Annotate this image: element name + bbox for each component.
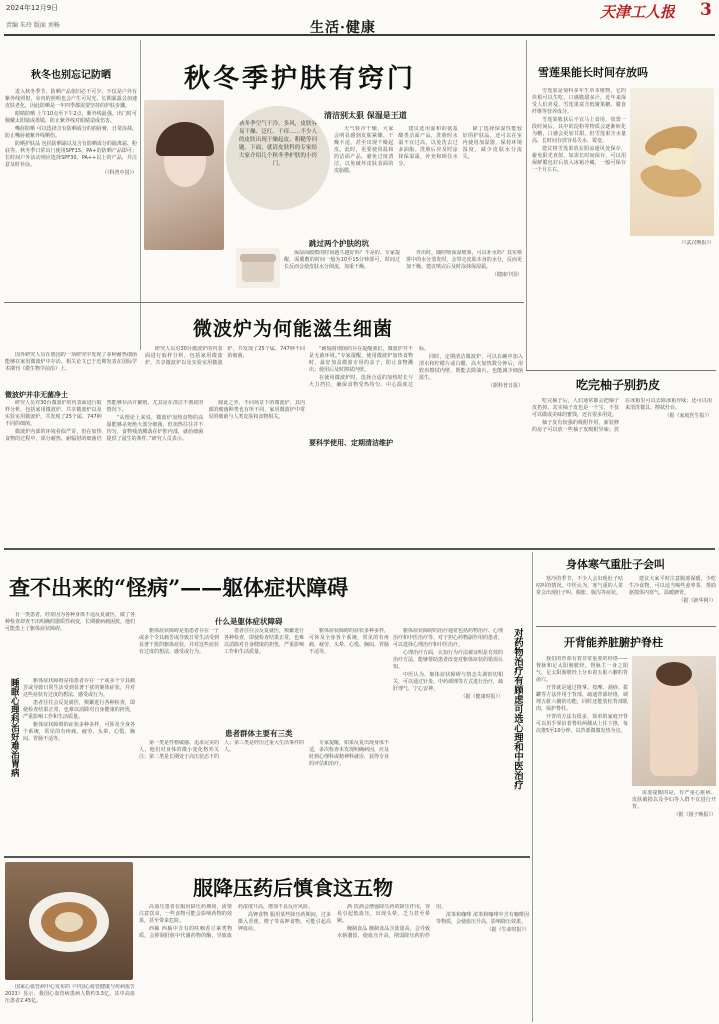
somatic-sidebar-body: 躯体症状障碍的治疗通常包括药物治疗、心理治疗和中医治疗等。对于担心药物副作用的患者，可以选择心理治疗和中医治疗。 心理治疗方面，认知行为疗法被证明是有效的治疗方法，能够帮助患者改变对躯体症状的错误认知。 中医认为，躯体症状障碍与情志失调密切相关，可以通过针灸、中药调理等方式进行治疗，疏肝理气、宁心安神。 （据《健康时报》） [393,628,503,700]
article-title: 秋冬也别忘记防晒 [31,70,111,81]
section-rule [536,626,716,627]
article-sun-protection [5,40,137,350]
pitfalls-body: 保湿面膜敷的时间越久越好吗？不是的。专家提醒，面膜敷的时间一般为10至15分钟即可，时间过长反而会使皮肤水分倒流，加重干燥。 外出时，随时喷保湿喷雾，可以补水吗？其实喷雾中的水分蒸发时，会带走皮肤本身的水分，反而更加干燥。建议喷完后及时涂抹保湿霜。 （健康中国） [284,250,522,278]
back-massage-body-2: 需要提醒的是，有严重心脏病、皮肤破损以及孕妇等人群不宜进行开背。 （据《扬子晚报》） [632,790,716,818]
back-massage-photo [632,656,716,786]
section-rule [526,370,716,371]
section-rule [4,856,530,858]
issue-date: 2024年12月9日 [6,4,59,12]
somatic-subhead-2: 患者群体主要有三类 [225,729,293,738]
subhead-cleansing: 清洁别太狠 保湿是王道 [324,111,407,120]
somatic-sidebar-title: 对药物治疗有顾虑可选心理和中医治疗 [512,628,523,790]
section-rule [4,302,524,303]
page-number: 3 [700,0,712,20]
microwave-body-2: “耐辐射细菌的存在提醒我们，微波炉并不是无菌环境。”专家提醒，使用微波炉加热食物时，最好加盖微波专用的盖子，防止食物溅出；使用后及时擦拭内壁。 在使用微波炉时，选择合适的加热时长与火力挡位，确保食物受热均匀、中心温度达标。 同时，定期清洁微波炉，可以在碗中加入清水和柠檬片或白醋，高火加热数分钟后，用软布擦拭内壁，既能去除油污，也能减少细菌滋生。 （据科普日报） [309,346,523,389]
woman-skincare-photo [144,100,224,250]
article-back-massage [536,628,716,1022]
lead-circle [226,106,330,210]
article-pomelo [526,370,716,545]
hypertension-body: 高血压患者在服用降压药期间，需要注意饮食，一些食物可能会影响药物的效果，甚至带来危险。 西柚 西柚中含有的呋喃香豆素类物质，会抑制肝脏中代谢药物的酶，导致血药浓度升高，增加不良反应风险。 高钾食物 服用某些降压药期间，过多摄入香蕉、橙子等高钾食物，可能引起高钾血症。 酒 饮酒会增强降压药的降压作用，容易引起低血压，出现头晕、乏力甚至晕厥。 腌制食品 腌制食品含盐量高，会导致水钠潴留，使血压升高，削弱降压药的作用。 浓茶和咖啡 浓茶和咖啡中含有咖啡因等物质，会使血压升高，影响降压效果。 （据《生命时报》） [139,904,529,939]
yacon-title: 雪莲果能长时间存放吗 [538,66,648,79]
microwave-subhead-2: 要科学使用、定期清洁维护 [309,439,393,447]
headline-hypertension: 服降压药后慎食这五物 [193,876,393,900]
column-divider [140,40,141,350]
back-massage-body: 我们的背部有着非常重要的经络——督脉和足太阳膀胱经。督脉主一身之阳气，足太阳膀胱经上分布着五脏六腑的背俞穴。 开背就是通过推拿、按摩、刮痧、拔罐等方法作用于背部，疏通背部经络，调理五脏六腑的功能，同时还能放松背部肌肉，保护脊柱。 开背的方法有很多，简单的家庭开背可以用手掌沿着脊柱两侧从上往下推，每次推5至10分钟，以背部微微发热为宜。 [536,656,628,734]
article-body: 进入秋冬季节，防晒产品依旧必不可少。不仅是户外有紫外线照射，室内的照明也会产生可见光，长期暴露会加速皮肤老化，因此防晒是一年四季都需要坚持的护肤步骤。 眼睛防晒 上午10点至下午2点，紫外线最强。出门时可佩戴太阳镜或墨镜，防止紫外线对眼睛造成伤害。 嘴唇防晒 可以选择含有防晒成分的润唇膏，日常涂抹，防止嘴唇被紫外线晒伤。 防晒护肤品 包括防晒霜以及含有防晒成分的隔离霜、粉底等。秋冬季日常出门使用SPF15、PA+的防晒产品即可；长时间户外活动则应选择SPF30、PA++以上的产品，并注意及时补涂。 （《科普中国》） [5,89,137,176]
subhead-pitfalls: 跳过两个护肤的坑 [309,239,369,248]
column-divider [526,40,527,370]
lead-text: 秋冬季空气干冷、多风，皮肤容易干燥、泛红、干痒……不少人的皮肤出现干燥起皮、粗糙等问题。下面，就请皮肤科的专家给大家介绍几个秋冬季护肤的小窍门。 [238,121,318,167]
article-microwave [5,310,523,545]
masthead [0,0,719,34]
cold-stomach-title: 身体寒气重肚子会叫 [566,558,665,571]
microwave-body: 研究人员对30台微波炉的内表面进行取样分析，包括家用微波炉、共享微波炉以及实验室用微波炉，共发现了25个属、747种不同的细菌。 微波炉内部的环境看似严苛，但在加热食物的过程中，部分耐热、耐辐射的细菌仍然能够存活并繁殖，尤其是在清洁不彻底的情况下。 “从理论上来说，微波炉加热食物的高温能够杀死绝大部分细菌，但加热往往并不均匀，食物残渣溅落在炉腔内部，就给细菌提供了滋生的条件。”研究人员表示。 除此之外，不同场景下的微波炉，其内部的细菌种类也有所不同，家用微波炉中常见的细菌与人类皮肤和食物相关。 [5,400,305,442]
microwave-intro: 国外研究人员在德国的一项研究中发现了多种耐热细菌能够在家用微波炉中存活。相关论文已于近期发表在国际学术期刊《微生物学前沿》上。 [5,352,137,372]
headline-somatic: 查不出来的“怪病”——躯体症状障碍 [9,575,349,600]
article-skincare [144,40,522,300]
article-hypertension [5,860,530,1022]
article-cold-stomach [536,552,716,622]
article-somatic [5,552,530,852]
pomelo-body: 吃完柚子后，人们通常都会把柚子皮扔掉。其实柚子皮也是一个宝，不仅可以做成美味的蜜饯，还有很多用处。 柚子皮有较强的吸附作用，新装修的房子可以放一些柚子皮吸附异味；放在冰箱里可以去除冰箱异味；还可以用来清洗餐具、擦拭灶台。 （据《家庭医生报》） [532,398,712,433]
somatic-body-2: 第一类是性格敏感、追求完美的人，他们对身体的微小变化格外关注；第二类是长期处于高压状态下的人；第三类是经历过重大生活事件的人。 专家提醒，如果反复出现身体不适，多次检查未发现明确病因，应及时到心理科或精神科就诊，获得专业的评估和治疗。 [139,740,389,767]
cold-stomach-body: 寒冷的季节，不少人会出现肚子咕咕叫的情况。中医认为，寒气重的人常常会出现肚子叫、腹胀、腹泻等症状。 建议大家平时注意腹部保暖，少吃生冷食物，可以适当喝些姜枣茶，帮助驱散体内寒气，温暖脾胃。 （据《新华网》） [536,576,716,604]
microwave-body-top: 研究人员对30台微波炉的内表面进行取样分析，包括家用微波炉、共享微波炉以及实验室用微波炉，共发现了25个属、747种不同的细菌。 [145,346,305,366]
somatic-subhead-1: 什么是躯体症状障碍 [215,617,283,626]
pomelo-title: 吃完柚子别扔皮 [576,378,661,392]
section-rule [4,548,715,550]
yacon-photo [630,88,714,236]
coffee-cup-photo [5,862,133,980]
headline-microwave: 微波炉为何能滋生细菌 [193,318,394,340]
article-yacon [530,40,714,370]
yacon-body-cont: （《武汉晚报》） [678,240,714,246]
somatic-side-title: 睡眠心理科治好难治胃病 [9,678,19,777]
back-massage-title: 开背能养脏腑护脊柱 [564,636,663,649]
skincare-body: 天气转冷干燥，大家会明显感到皮肤紧绷、干燥不适，甚至出现干燥起皮。此时，更要使用温和的洁面产品，避免过度清洁，以免破坏皮肤表面的皮脂膜。 建议选用温和的氨基酸类洁面产品，洗脸时水温不宜过高，以免洗去过多油脂。洗脸后应及时涂抹保湿霜，补充和锁住水分。 除了选择保湿性能较好的护肤品，还可以在室内使用加湿器，保持环境湿度，减少皮肤水分流失。 [334,126,522,174]
editor-credit: 责编 朱玲 版面 刘畅 [6,22,60,29]
yacon-body: 雪莲果是菊科多年生草本植物，它的块根可以生吃，口感脆甜多汁，近年来深受人们喜爱。雪莲果富含低聚果糖、膳食纤维等营养成分。 雪莲果收获后不宜马上食用，放置一段时间后，其中的淀粉等物质会逐渐转化为糖，口感会更加甘甜。但雪莲果含水量高，长时间存放容易失水、霉变。 建议将雪莲果放在阴凉通风处保存，避免阳光直射，如需长时间保存，可以用保鲜膜包好后放入冰箱冷藏，一般可保存一个月左右。 [532,88,626,173]
somatic-left-body: 躯体症状障碍是指患者存在一个或多个令其痛苦或导致日常生活受到显著干扰的躯体症状，并对这些症状有过度的想法、感受或行为。 患者往往会反复就医，频繁进行各种检查，即使检查结果正常，也难以消除对自身健康的担忧，严重影响工作和生活质量。 躯体症状障碍的症状多种多样，可涉及全身各个系统，常见的有疼痛、疲劳、头晕、心慌、胸闷、胃肠不适等。 [23,678,135,742]
cream-jar-photo [236,248,280,288]
somatic-body-1: 躯体症状障碍是指患者存在一个或多个令其痛苦或导致日常生活受到显著干扰的躯体症状，并对这些症状有过度的想法、感受或行为。 患者往往会反复就医，频繁进行各种检查，即使检查结果正常，也难以消除对自身健康的担忧，严重影响工作和生活质量。 躯体症状障碍的症状多种多样，可涉及全身各个系统，常见的有疼痛、疲劳、头晕、心慌、胸闷、胃肠不适等。 [139,628,389,655]
headline-skincare: 秋冬季护肤有窍门 [184,64,417,94]
hypertension-caption: 国家心血管病中心发布的《中国心血管健康与疾病报告2023》显示，我国心血管病患病人数约3.3亿，其中高血压患者2.45亿。 [5,984,135,1004]
section-title: 生活·健康 [310,20,376,34]
somatic-lead: 有一类患者，经常因为各种身体不适反复就医，做了各种检查却查不出明确的器质性病变，长期被病痛困扰，他们可能患上了躯体症状障碍。 [5,612,135,632]
paper-logo: 天津工人报 [600,3,676,21]
microwave-subhead-1: 微波炉并非无菌净土 [5,391,68,399]
masthead-rule [4,34,715,36]
column-divider [532,552,533,1022]
